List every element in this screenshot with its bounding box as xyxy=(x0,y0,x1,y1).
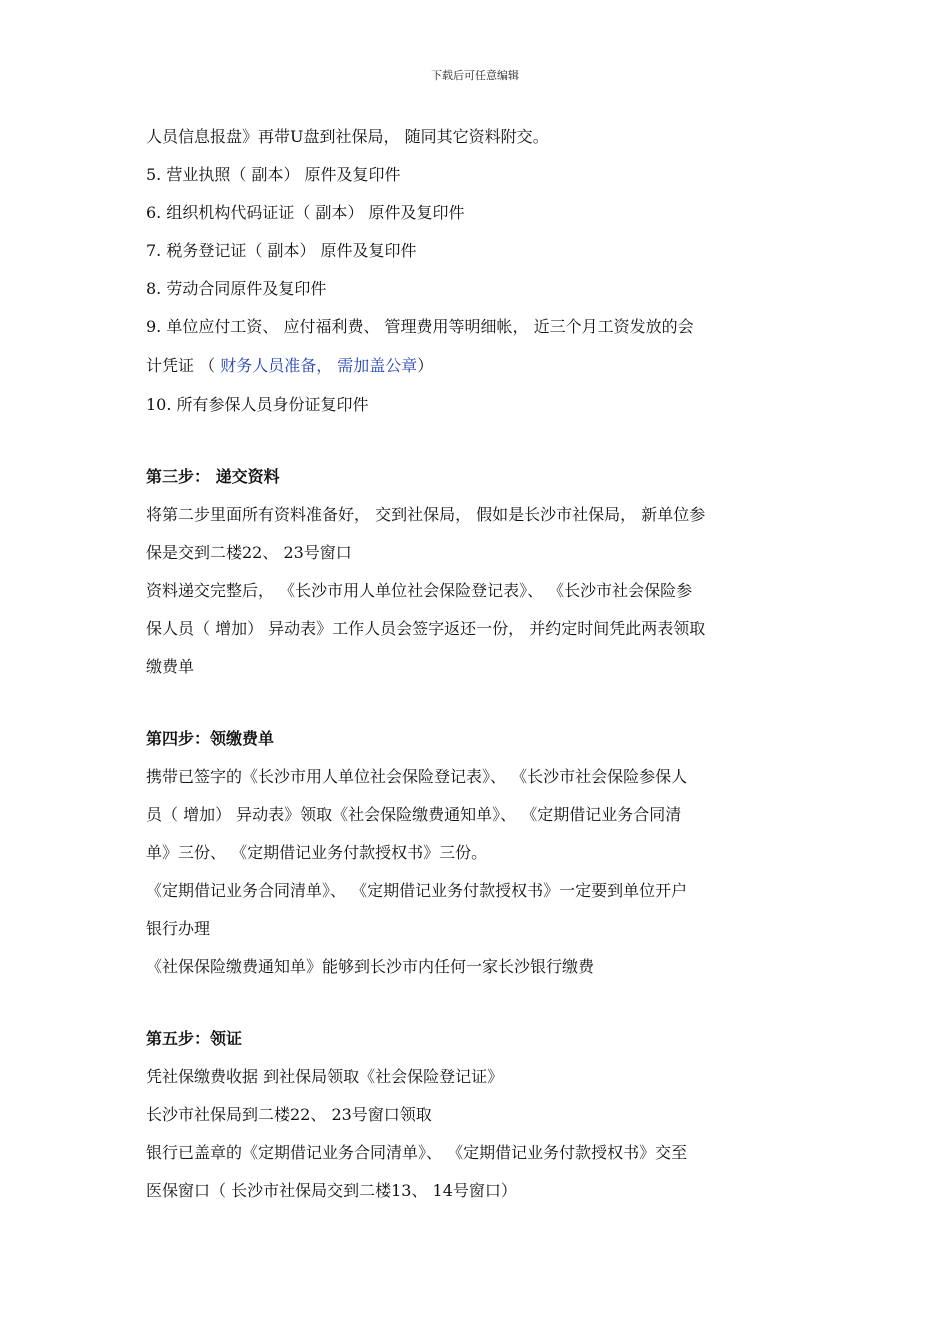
step4-paragraph2-line2: 银行办理 xyxy=(146,919,211,938)
list-item-9-suffix: ） xyxy=(417,356,434,375)
step5-paragraph3-line1: 银行已盖章的《定期借记业务合同清单》、 《定期借记业务付款授权书》交至 xyxy=(146,1143,688,1162)
step3-paragraph2-line1: 资料递交完整后， 《长沙市用人单位社会保险登记表》、 《长沙市社会保险参 xyxy=(146,581,693,600)
step3-heading: 第三步： 递交资料 xyxy=(146,467,280,486)
step3-paragraph1-line2: 保是交到二楼22、 23号窗口 xyxy=(146,543,352,562)
step5-paragraph3-line2: 医保窗口（ 长沙市社保局交到二楼13、 14号窗口） xyxy=(146,1181,517,1200)
list-item-7: 7. 税务登记证（ 副本） 原件及复印件 xyxy=(146,241,417,260)
step4-paragraph2-line1: 《定期借记业务合同清单》、 《定期借记业务付款授权书》一定要到单位开户 xyxy=(146,881,688,900)
list-item-9-prefix: 计凭证 （ xyxy=(146,356,221,375)
step3-paragraph1-line1: 将第二步里面所有资料准备好， 交到社保局， 假如是长沙市社保局， 新单位参 xyxy=(146,505,706,524)
list-item-9-line2 xyxy=(146,346,816,386)
highlight-note: 财务人员准备， 需加盖公章 xyxy=(220,356,418,375)
step4-paragraph3: 《社保保险缴费通知单》能够到长沙市内任何一家长沙银行缴费 xyxy=(146,957,595,976)
step3-paragraph2-line3: 缴费单 xyxy=(146,657,195,676)
spacer xyxy=(146,686,816,720)
step5-paragraph2: 长沙市社保局到二楼22、 23号窗口领取 xyxy=(146,1105,432,1124)
list-item-5: 5. 营业执照（ 副本） 原件及复印件 xyxy=(146,165,401,184)
step4-heading: 第四步：领缴费单 xyxy=(146,729,275,748)
paragraph-continuation: 人员信息报盘》再带U盘到社保局， 随同其它资料附交。 xyxy=(146,127,549,146)
page-header: 下载后可任意编辑 xyxy=(431,69,519,82)
step5-paragraph1: 凭社保缴费收据 到社保局领取《社会保险登记证》 xyxy=(146,1067,504,1086)
step4-paragraph1-line1: 携带已签字的《长沙市用人单位社会保险登记表》、 《长沙市社会保险参保人 xyxy=(146,767,688,786)
spacer xyxy=(146,986,816,1020)
spacer xyxy=(146,424,816,458)
step3-paragraph2-line2: 保人员（ 增加） 异动表》工作人员会签字返还一份， 并约定时间凭此两表领取 xyxy=(146,619,706,638)
list-item-10: 10. 所有参保人员身份证复印件 xyxy=(146,395,369,414)
document-body xyxy=(146,118,816,1210)
list-item-8: 8. 劳动合同原件及复印件 xyxy=(146,279,327,298)
list-item-6: 6. 组织机构代码证证（ 副本） 原件及复印件 xyxy=(146,203,465,222)
step5-heading: 第五步：领证 xyxy=(146,1029,243,1048)
step4-paragraph1-line2: 员（ 增加） 异动表》领取《社会保险缴费通知单》、 《定期借记业务合同清 xyxy=(146,805,682,824)
step4-paragraph1-line3: 单》三份、 《定期借记业务付款授权书》三份。 xyxy=(146,843,488,862)
list-item-9-line1: 9. 单位应付工资、 应付福利费、 管理费用等明细帐， 近三个月工资发放的会 xyxy=(146,317,694,336)
